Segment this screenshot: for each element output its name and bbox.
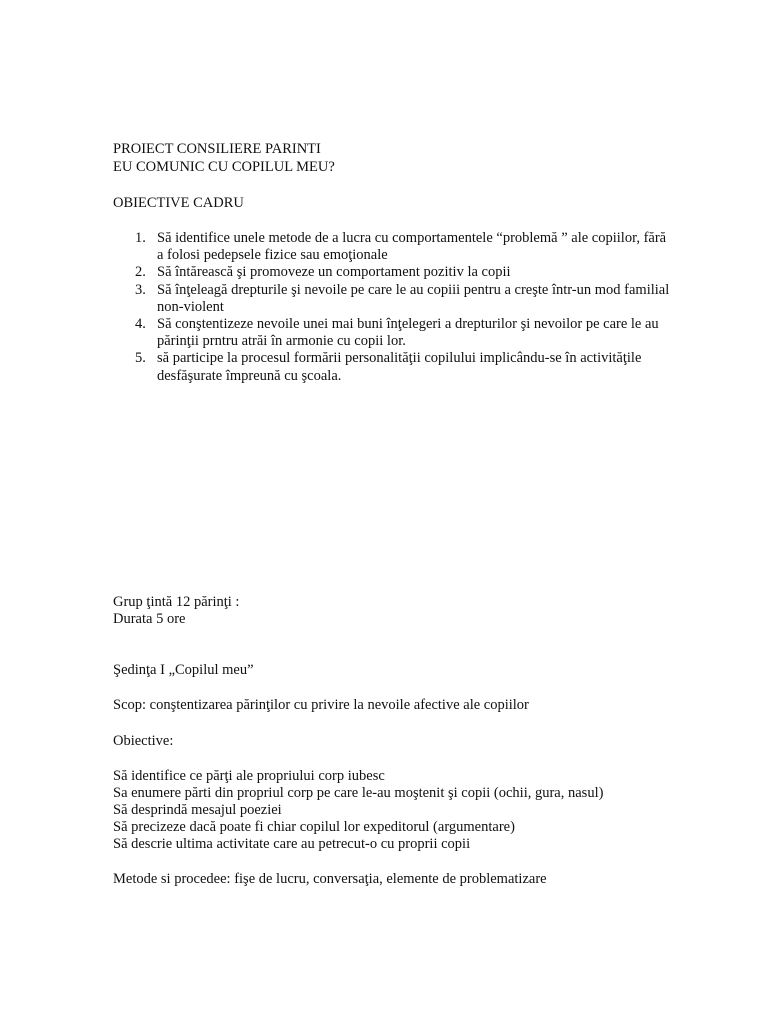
list-item-text: Să identifice unele metode de a lucra cu comportamentele “problemă ” ale copiilor, fără a folosi pedepsele fizice sau emoţionale (157, 230, 667, 264)
list-item (113, 230, 673, 264)
list-item-number: 2. (135, 264, 146, 281)
session-objective-3: Să desprindă mesajul poeziei (113, 802, 282, 818)
session-scope: Scop: conştentizarea părinţilor cu privire la nevoile afective ale copiilor (113, 697, 529, 713)
objectives-list (113, 230, 673, 385)
objectives-heading: OBIECTIVE CADRU (113, 195, 244, 211)
list-item-text: Să conştentizeze nevoile unei mai buni înţelegeri a drepturilor şi nevoilor pe care le au părinţii prntru atrăi în armonie cu copii lor. (157, 316, 659, 350)
list-item (113, 316, 673, 350)
list-item (113, 264, 673, 281)
list-item-text: Să întărească şi promoveze un comportament pozitiv la copii (157, 264, 511, 281)
list-item-number: 4. (135, 316, 146, 333)
list-item-number: 5. (135, 350, 146, 367)
session-objectives-label: Obiective: (113, 733, 174, 749)
list-item-text: Să înţeleagă drepturile şi nevoile pe care le au copiii pentru a creşte într-un mod familial non-violent (157, 281, 670, 315)
session-objective-1: Să identifice ce părţi ale propriului corp iubesc (113, 768, 385, 784)
list-item-text: să participe la procesul formării personalităţii copilului implicându-se în activităţile desfăşurate împreună cu şcoala. (157, 350, 642, 384)
session-title: Şedinţa I „Copilul meu” (113, 662, 254, 678)
session-methods: Metode si procedee: fişe de lucru, conversaţia, elemente de problematizare (113, 871, 547, 887)
session-objective-2: Sa enumere părti din propriul corp pe care le-au moştenit şi copii (ochii, gura, nasul) (113, 785, 604, 801)
title-line-2: EU COMUNIC CU COPILUL MEU? (113, 159, 335, 175)
list-item (113, 350, 673, 384)
list-item-number: 3. (135, 281, 146, 298)
session-objective-4: Să precizeze dacă poate fi chiar copilul lor expeditorul (argumentare) (113, 819, 515, 835)
list-item (113, 282, 673, 316)
list-item-number: 1. (135, 230, 146, 246)
session-objective-5: Să descrie ultima activitate care au petrecut-o cu proprii copii (113, 836, 471, 852)
duration: Durata 5 ore (113, 611, 186, 627)
title-line-1: PROIECT CONSILIERE PARINTI (113, 141, 321, 157)
target-group: Grup ţintă 12 părinţi : (113, 594, 240, 610)
